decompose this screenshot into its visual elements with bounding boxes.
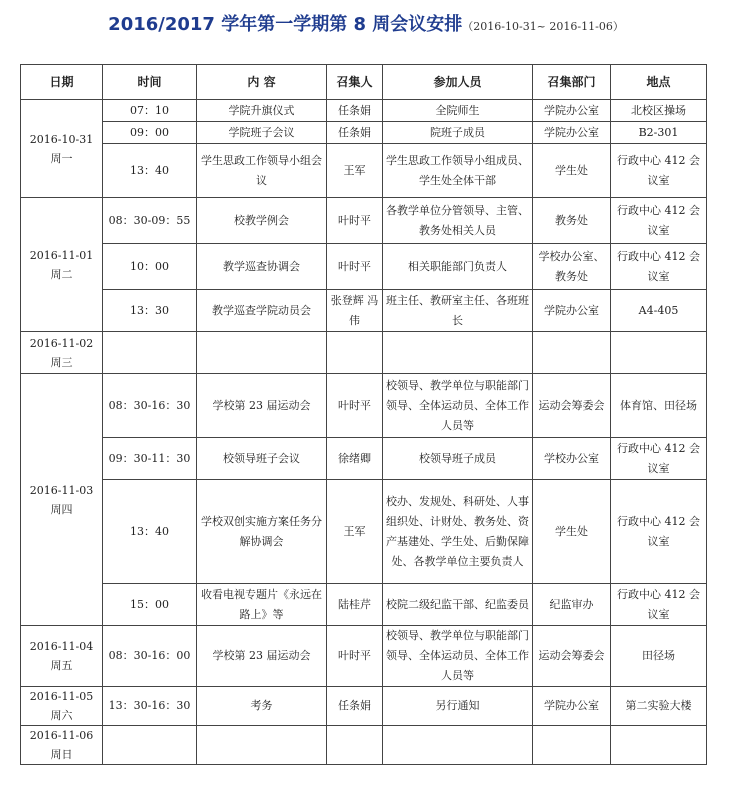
meeting-participants: 院班子成员 (383, 122, 533, 144)
meeting-content: 学生思政工作领导小组会议 (197, 144, 327, 198)
meeting-department: 运动会筹委会 (533, 374, 611, 438)
meeting-department: 学院办公室 (533, 290, 611, 332)
meeting-time: 09：30-11：30 (103, 438, 197, 480)
meeting-location: 行政中心 412 会议室 (611, 584, 707, 626)
meeting-participants: 全院师生 (383, 100, 533, 122)
meeting-convener: 王军 (327, 480, 383, 584)
day-weekday: 周四 (50, 502, 73, 516)
meeting-location: 行政中心 412 会议室 (611, 198, 707, 244)
meeting-time: 13：30 (103, 290, 197, 332)
day-weekday: 周三 (50, 355, 73, 369)
day-date: 2016-10-31 (29, 132, 94, 146)
meeting-department: 学校办公室、教务处 (533, 244, 611, 290)
meeting-location: 田径场 (611, 626, 707, 687)
day-cell (21, 100, 103, 198)
meeting-department: 教务处 (533, 198, 611, 244)
meeting-department: 学院办公室 (533, 100, 611, 122)
page-title-row (0, 10, 732, 36)
meeting-content: 学校第 23 届运动会 (197, 374, 327, 438)
meeting-location (611, 726, 707, 765)
header-department: 召集部门 (533, 65, 611, 100)
meeting-department (533, 332, 611, 374)
day-cell (21, 198, 103, 332)
meeting-content: 校领导班子会议 (197, 438, 327, 480)
table-row (21, 726, 707, 765)
table-row (21, 584, 707, 626)
meeting-convener: 任条娟 (327, 122, 383, 144)
meeting-convener: 叶时平 (327, 626, 383, 687)
meeting-content: 学校双创实施方案任务分解协调会 (197, 480, 327, 584)
meeting-participants: 校领导班子成员 (383, 438, 533, 480)
meeting-convener: 徐绪卿 (327, 438, 383, 480)
meeting-department: 学院办公室 (533, 122, 611, 144)
day-date: 2016-11-02 (29, 336, 94, 350)
meeting-department: 学校办公室 (533, 438, 611, 480)
meeting-department (533, 726, 611, 765)
meeting-content: 学校第 23 届运动会 (197, 626, 327, 687)
header-date: 日期 (21, 65, 103, 100)
day-cell (21, 687, 103, 726)
day-weekday: 周日 (50, 748, 73, 761)
meeting-schedule-table (20, 64, 707, 765)
meeting-participants (383, 332, 533, 374)
meeting-time: 08：30-16：00 (103, 626, 197, 687)
meeting-location: 行政中心 412 会议室 (611, 144, 707, 198)
meeting-content: 收看电视专题片《永远在路上》等 (197, 584, 327, 626)
meeting-time: 08：30-16：30 (103, 374, 197, 438)
header-location: 地点 (611, 65, 707, 100)
day-cell (21, 626, 103, 687)
meeting-convener: 任条娟 (327, 687, 383, 726)
meeting-content: 考务 (197, 687, 327, 726)
meeting-time: 13：40 (103, 480, 197, 584)
meeting-convener: 任条娟 (327, 100, 383, 122)
meeting-participants: 相关职能部门负责人 (383, 244, 533, 290)
day-weekday: 周一 (50, 151, 73, 165)
day-date: 2016-11-03 (29, 483, 94, 497)
meeting-time: 07：10 (103, 100, 197, 122)
header-participants: 参加人员 (383, 65, 533, 100)
table-row (21, 374, 707, 438)
table-header-row (21, 65, 707, 100)
table-row (21, 626, 707, 687)
day-date: 2016-11-04 (29, 640, 94, 653)
meeting-participants: 校办、发规处、科研处、人事组织处、计财处、教务处、资产基建处、学生处、后勤保障处、各教学单位主要负责人 (383, 480, 533, 584)
header-content: 内 容 (197, 65, 327, 100)
table-row (21, 100, 707, 122)
meeting-time (103, 726, 197, 765)
meeting-content: 学院班子会议 (197, 122, 327, 144)
day-cell (21, 374, 103, 626)
day-cell (21, 332, 103, 374)
meeting-department: 纪监审办 (533, 584, 611, 626)
meeting-convener: 叶时平 (327, 198, 383, 244)
meeting-participants: 校院二级纪监干部、纪监委员 (383, 584, 533, 626)
day-date: 2016-11-06 (29, 729, 94, 742)
meeting-convener (327, 726, 383, 765)
meeting-location: A4-405 (611, 290, 707, 332)
meeting-participants: 学生思政工作领导小组成员、学生处全体干部 (383, 144, 533, 198)
header-convener: 召集人 (327, 65, 383, 100)
day-cell (21, 726, 103, 765)
page-title: 2016/2017 学年第一学期第 8 周会议安排 (108, 14, 463, 35)
date-range: （2016-10-31~ 2016-11-06） (462, 20, 624, 33)
meeting-time: 08：30-09：55 (103, 198, 197, 244)
meeting-participants: 各教学单位分管领导、主管、教务处相关人员 (383, 198, 533, 244)
header-time: 时间 (103, 65, 197, 100)
meeting-department: 学生处 (533, 144, 611, 198)
table-row (21, 438, 707, 480)
meeting-location: B2-301 (611, 122, 707, 144)
meeting-time: 13：40 (103, 144, 197, 198)
meeting-convener: 王军 (327, 144, 383, 198)
meeting-content: 校教学例会 (197, 198, 327, 244)
meeting-content (197, 332, 327, 374)
table-row (21, 332, 707, 374)
day-weekday: 周五 (50, 659, 73, 672)
meeting-location: 北校区操场 (611, 100, 707, 122)
day-weekday: 周六 (50, 709, 73, 722)
day-date: 2016-11-05 (29, 690, 94, 703)
meeting-convener: 叶时平 (327, 374, 383, 438)
meeting-department: 运动会筹委会 (533, 626, 611, 687)
schedule-body (21, 100, 707, 765)
meeting-convener: 陆桂芹 (327, 584, 383, 626)
meeting-time (103, 332, 197, 374)
meeting-location: 第二实验大楼 (611, 687, 707, 726)
table-row (21, 687, 707, 726)
meeting-location: 行政中心 412 会议室 (611, 244, 707, 290)
meeting-time: 10：00 (103, 244, 197, 290)
table-row (21, 198, 707, 244)
meeting-content: 教学巡查协调会 (197, 244, 327, 290)
meeting-participants: 另行通知 (383, 687, 533, 726)
meeting-location (611, 332, 707, 374)
day-date: 2016-11-01 (29, 248, 94, 262)
meeting-participants: 校领导、教学单位与职能部门领导、全体运动员、全体工作人员等 (383, 626, 533, 687)
table-row (21, 122, 707, 144)
meeting-time: 09：00 (103, 122, 197, 144)
meeting-department: 学院办公室 (533, 687, 611, 726)
meeting-convener (327, 332, 383, 374)
meeting-participants: 班主任、教研室主任、各班班长 (383, 290, 533, 332)
meeting-location: 行政中心 412 会议室 (611, 438, 707, 480)
meeting-content: 教学巡查学院动员会 (197, 290, 327, 332)
table-row (21, 290, 707, 332)
meeting-location: 体育馆、田径场 (611, 374, 707, 438)
table-row (21, 244, 707, 290)
meeting-location: 行政中心 412 会议室 (611, 480, 707, 584)
table-row (21, 144, 707, 198)
meeting-content (197, 726, 327, 765)
meeting-convener: 叶时平 (327, 244, 383, 290)
meeting-time: 15：00 (103, 584, 197, 626)
table-row (21, 480, 707, 584)
meeting-time: 13：30-16：30 (103, 687, 197, 726)
meeting-content: 学院升旗仪式 (197, 100, 327, 122)
day-weekday: 周二 (50, 267, 73, 281)
meeting-department: 学生处 (533, 480, 611, 584)
meeting-participants: 校领导、教学单位与职能部门领导、全体运动员、全体工作人员等 (383, 374, 533, 438)
meeting-participants (383, 726, 533, 765)
meeting-convener: 张登辉 冯伟 (327, 290, 383, 332)
